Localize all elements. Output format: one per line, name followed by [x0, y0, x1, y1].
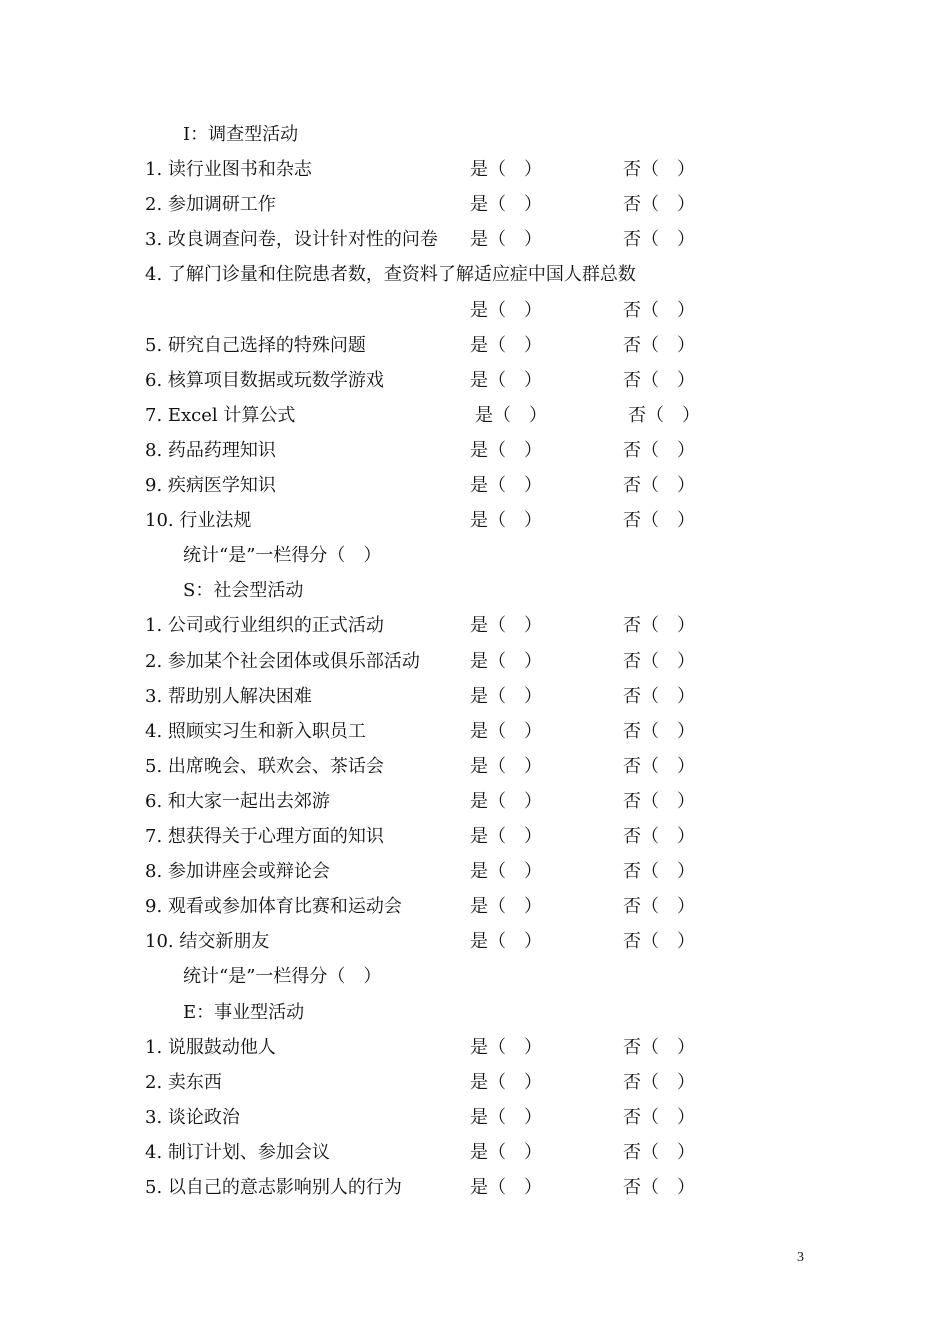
answer-no-option[interactable]: 否（ ） — [623, 1107, 695, 1128]
answer-yes-option[interactable]: 是（ ） — [470, 1142, 542, 1163]
question-text: 7. Excel 计算公式 — [145, 405, 296, 426]
question-row — [0, 438, 950, 464]
answer-no-option[interactable]: 否（ ） — [623, 721, 695, 742]
question-text: 2. 参加调研工作 — [145, 194, 276, 215]
question-row — [0, 859, 950, 885]
answer-no-option[interactable]: 否（ ） — [623, 651, 695, 672]
answer-no-option[interactable]: 否（ ） — [623, 159, 695, 180]
answer-yes-option[interactable]: 是（ ） — [470, 370, 542, 391]
answer-no-option[interactable]: 否（ ） — [623, 229, 695, 250]
question-text: 3. 改良调查问卷，设计针对性的问卷 — [145, 229, 438, 250]
answer-no-option[interactable]: 否（ ） — [623, 686, 695, 707]
question-text: 1. 说服鼓动他人 — [145, 1037, 276, 1058]
question-row — [0, 789, 950, 815]
answer-no-option[interactable]: 否（ ） — [623, 1177, 695, 1198]
question-text: 9. 观看或参加体育比赛和运动会 — [145, 896, 402, 917]
answer-no-option[interactable]: 否（ ） — [623, 861, 695, 882]
question-row — [0, 894, 950, 920]
answer-no-option[interactable]: 否（ ） — [623, 440, 695, 461]
answer-no-option[interactable]: 否（ ） — [623, 896, 695, 917]
answer-yes-option[interactable]: 是（ ） — [470, 335, 542, 356]
section-line — [0, 578, 950, 604]
answer-no-option[interactable]: 否（ ） — [623, 826, 695, 847]
answer-no-option[interactable]: 否（ ） — [623, 615, 695, 636]
page-number: 3 — [797, 1250, 804, 1265]
question-row — [0, 1035, 950, 1061]
answer-yes-option[interactable]: 是（ ） — [470, 229, 542, 250]
question-text: 10. 结交新朋友 — [145, 931, 270, 952]
section-heading: 统计“是”一栏得分（ ） — [183, 966, 382, 987]
question-row — [0, 1140, 950, 1166]
answer-no-option[interactable]: 否（ ） — [623, 335, 695, 356]
answer-yes-option[interactable]: 是（ ） — [470, 615, 542, 636]
question-row — [0, 613, 950, 639]
answer-yes-option[interactable]: 是（ ） — [470, 300, 542, 321]
question-text: 2. 卖东西 — [145, 1072, 222, 1093]
answer-yes-option[interactable]: 是（ ） — [470, 826, 542, 847]
answer-yes-option[interactable]: 是（ ） — [470, 931, 542, 952]
answer-yes-option[interactable]: 是（ ） — [470, 1037, 542, 1058]
question-row — [0, 508, 950, 534]
question-text: 8. 药品药理知识 — [145, 440, 276, 461]
question-row — [0, 719, 950, 745]
answer-no-option[interactable]: 否（ ） — [623, 1072, 695, 1093]
answer-yes-option[interactable]: 是（ ） — [470, 510, 542, 531]
question-row — [0, 929, 950, 955]
question-row — [0, 333, 950, 359]
answer-yes-option[interactable]: 是（ ） — [470, 896, 542, 917]
question-text: 6. 核算项目数据或玩数学游戏 — [145, 370, 384, 391]
answer-no-option[interactable]: 否（ ） — [623, 475, 695, 496]
question-text: 9. 疾病医学知识 — [145, 475, 276, 496]
answer-no-option[interactable]: 否（ ） — [623, 1037, 695, 1058]
question-row — [0, 403, 950, 429]
question-row — [0, 684, 950, 710]
section-heading: I：调查型活动 — [183, 124, 299, 145]
question-text: 4. 制订计划、参加会议 — [145, 1142, 330, 1163]
question-text: 5. 以自己的意志影响别人的行为 — [145, 1177, 402, 1198]
answer-no-option[interactable]: 否（ ） — [623, 791, 695, 812]
question-row — [0, 824, 950, 850]
question-row — [0, 227, 950, 253]
question-text: 8. 参加讲座会或辩论会 — [145, 861, 330, 882]
section-line — [0, 543, 950, 569]
question-row — [0, 157, 950, 183]
question-text: 1. 读行业图书和杂志 — [145, 159, 312, 180]
answer-yes-option[interactable]: 是（ ） — [470, 686, 542, 707]
question-text: 7. 想获得关于心理方面的知识 — [145, 826, 384, 847]
question-row — [0, 1070, 950, 1096]
answer-no-option[interactable]: 否（ ） — [623, 300, 695, 321]
question-row — [0, 1175, 950, 1201]
section-line — [0, 122, 950, 148]
answer-yes-option[interactable]: 是（ ） — [475, 405, 547, 426]
question-text: 10. 行业法规 — [145, 510, 252, 531]
question-text: 5. 研究自己选择的特殊问题 — [145, 335, 366, 356]
answer-yes-option[interactable]: 是（ ） — [470, 475, 542, 496]
answer-no-option[interactable]: 否（ ） — [623, 756, 695, 777]
answer-yes-option[interactable]: 是（ ） — [470, 194, 542, 215]
answer-yes-option[interactable]: 是（ ） — [470, 440, 542, 461]
answer-no-option[interactable]: 否（ ） — [623, 510, 695, 531]
answer-yes-option[interactable]: 是（ ） — [470, 651, 542, 672]
question-text: 4. 了解门诊量和住院患者数，查资料了解适应症中国人群总数 — [145, 264, 636, 285]
question-row — [0, 298, 950, 324]
answer-yes-option[interactable]: 是（ ） — [470, 1107, 542, 1128]
question-row — [0, 649, 950, 675]
answer-no-option[interactable]: 否（ ） — [623, 370, 695, 391]
section-heading: E：事业型活动 — [183, 1002, 305, 1023]
question-text: 3. 帮助别人解决困难 — [145, 686, 312, 707]
answer-yes-option[interactable]: 是（ ） — [470, 1177, 542, 1198]
question-text: 1. 公司或行业组织的正式活动 — [145, 615, 384, 636]
question-text: 4. 照顾实习生和新入职员工 — [145, 721, 366, 742]
section-line — [0, 1000, 950, 1026]
answer-yes-option[interactable]: 是（ ） — [470, 159, 542, 180]
question-text: 6. 和大家一起出去郊游 — [145, 791, 330, 812]
question-row — [0, 473, 950, 499]
question-text: 2. 参加某个社会团体或俱乐部活动 — [145, 651, 420, 672]
answer-yes-option[interactable]: 是（ ） — [470, 791, 542, 812]
question-row — [0, 1105, 950, 1131]
question-text: 3. 谈论政治 — [145, 1107, 240, 1128]
answer-no-option[interactable]: 否（ ） — [623, 931, 695, 952]
question-row — [0, 754, 950, 780]
question-row — [0, 368, 950, 394]
section-heading: 统计“是”一栏得分（ ） — [183, 545, 382, 566]
question-row — [0, 192, 950, 218]
answer-yes-option[interactable]: 是（ ） — [470, 756, 542, 777]
answer-yes-option[interactable]: 是（ ） — [470, 721, 542, 742]
answer-no-option[interactable]: 否（ ） — [623, 194, 695, 215]
question-text: 5. 出席晚会、联欢会、茶话会 — [145, 756, 384, 777]
answer-yes-option[interactable]: 是（ ） — [470, 1072, 542, 1093]
section-heading: S：社会型活动 — [183, 580, 304, 601]
section-line — [0, 964, 950, 990]
answer-yes-option[interactable]: 是（ ） — [470, 861, 542, 882]
question-row — [0, 262, 950, 288]
answer-no-option[interactable]: 否（ ） — [628, 405, 700, 426]
answer-no-option[interactable]: 否（ ） — [623, 1142, 695, 1163]
